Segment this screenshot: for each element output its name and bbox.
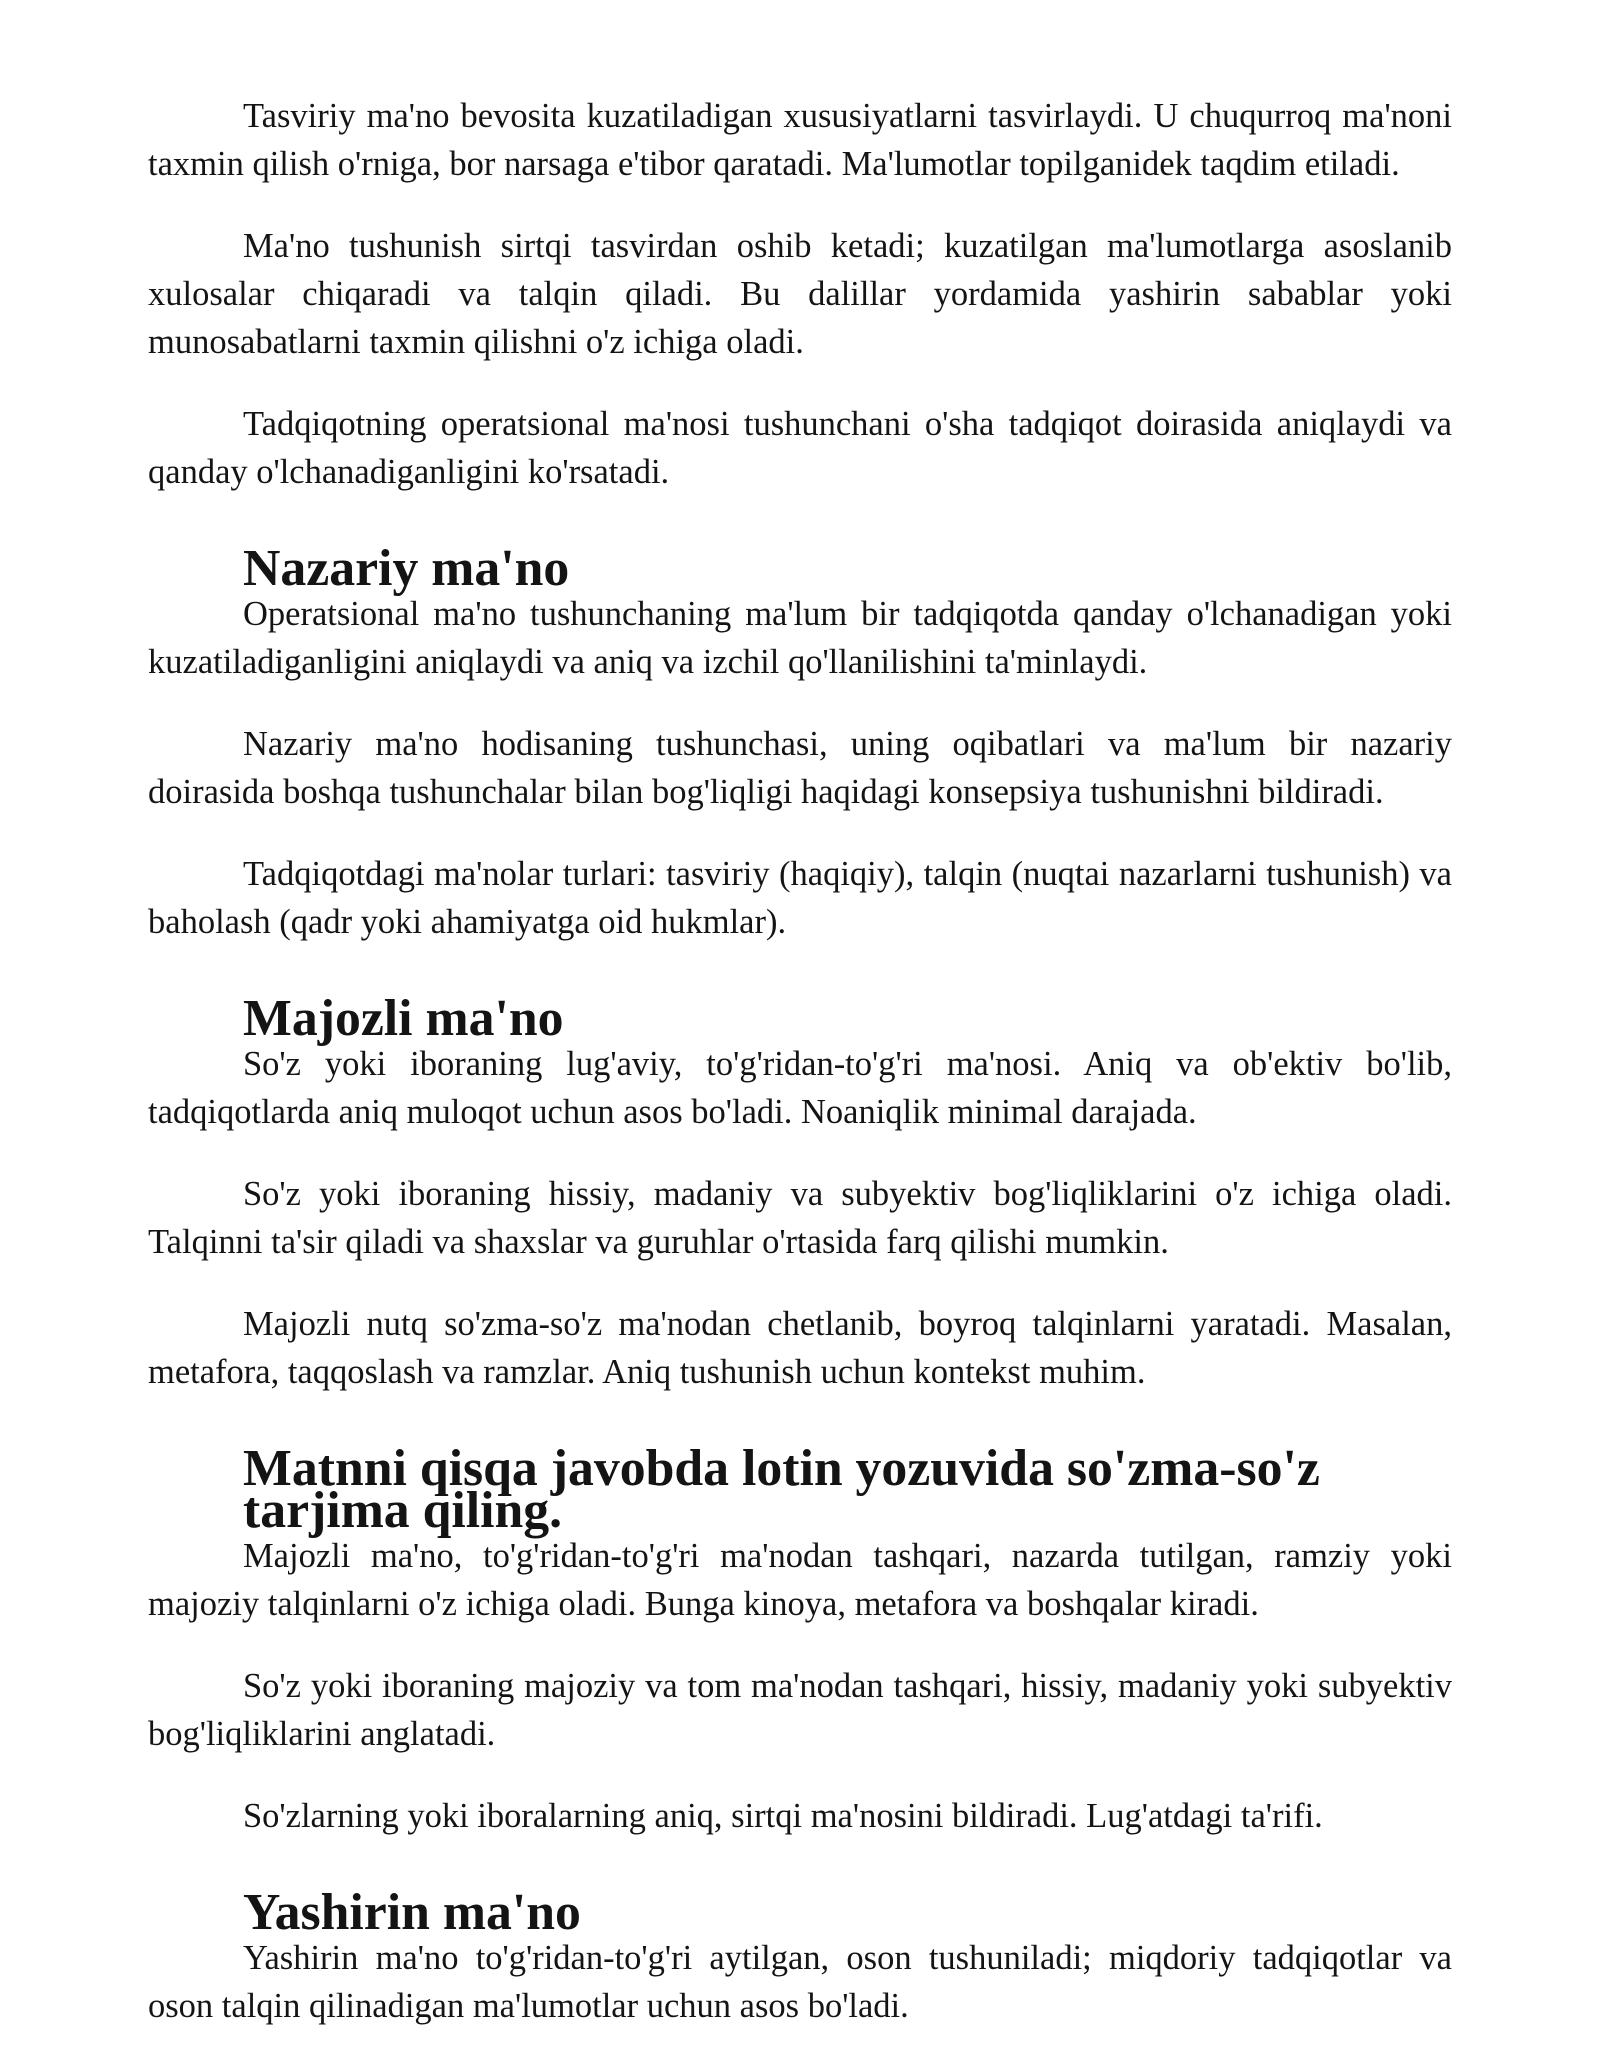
paragraph-figurative-definition: Majozli ma'no, to'g'ridan-to'g'ri ma'nodan tashqari, nazarda tutilgan, ramziy yoki majoziy talqinlarni o'z ichiga oladi. Bunga kinoya, metafora va boshqalar kiradi. bbox=[148, 1537, 1452, 1623]
document-page bbox=[148, 92, 1452, 2030]
paragraph-lexical-meaning: So'z yoki iboraning lug'aviy, to'g'ridan-to'g'ri ma'nosi. Aniq va ob'ektiv bo'lib, tadqiqotlarda aniq muloqot uchun asos bo'ladi. Noaniqlik minimal darajada. bbox=[148, 1045, 1452, 1131]
paragraph-hidden-meaning: Yashirin ma'no to'g'ridan-to'g'ri aytilgan, oson tushuniladi; miqdoriy tadqiqotlar va oson talqin qilinadigan ma'lumotlar uchun asos bo'ladi. bbox=[148, 1939, 1452, 2025]
paragraph-operational-definition: Operatsional ma'no tushunchaning ma'lum bir tadqiqotda qanday o'lchanadigan yoki kuzatiladiganligini aniqlaydi va aniq va izchil qo'llanilishini ta'minlaydi. bbox=[148, 595, 1452, 681]
heading-figurative-meaning: Majozli ma'no bbox=[243, 990, 564, 1047]
paragraph-operational-meaning: Tadqiqotning operatsional ma'nosi tushunchani o'sha tadqiqot doirasida aniqlaydi va qanday o'lchanadiganligini ko'rsatadi. bbox=[148, 405, 1452, 491]
paragraph-connotative-definition: So'z yoki iboraning majoziy va tom ma'nodan tashqari, hissiy, madaniy yoki subyektiv bog'liqliklarini anglatadi. bbox=[148, 1667, 1452, 1753]
heading-translation-instruction: Matnni qisqa javobda lotin yozuvida so'zma-so'z tarjima qiling. bbox=[243, 1440, 1320, 1539]
paragraph-connotations: So'z yoki iboraning hissiy, madaniy va subyektiv bog'liqliklarini o'z ichiga oladi. Talqinni ta'sir qiladi va shaxslar va guruhlar o'rtasida farq qilishi mumkin. bbox=[148, 1175, 1452, 1261]
paragraph-figurative-speech: Majozli nutq so'zma-so'z ma'nodan chetlanib, boyroq talqinlarni yaratadi. Masalan, metafora, taqqoslash va ramzlar. Aniq tushunish uchun kontekst muhim. bbox=[148, 1305, 1452, 1391]
heading-hidden-meaning: Yashirin ma'no bbox=[243, 1884, 581, 1941]
paragraph-descriptive-meaning: Tasviriy ma'no bevosita kuzatiladigan xususiyatlarni tasvirlaydi. U chuqurroq ma'noni taxmin qilish o'rniga, bor narsaga e'tibor qaratadi. Ma'lumotlar topilganidek taqdim etiladi. bbox=[148, 97, 1452, 183]
paragraph-meaning-types: Tadqiqotdagi ma'nolar turlari: tasviriy (haqiqiy), talqin (nuqtai nazarlarni tushunish) va baholash (qadr yoki ahamiyatga oid hukmlar). bbox=[148, 855, 1452, 941]
paragraph-theoretical-definition: Nazariy ma'no hodisaning tushunchasi, uning oqibatlari va ma'lum bir nazariy doirasida boshqa tushunchalar bilan bog'liqligi haqidagi konsepsiya tushunishni bildiradi. bbox=[148, 725, 1452, 811]
heading-theoretical-meaning: Nazariy ma'no bbox=[243, 540, 570, 597]
paragraph-understanding-meaning: Ma'no tushunish sirtqi tasvirdan oshib ketadi; kuzatilgan ma'lumotlarga asoslanib xulosalar chiqaradi va talqin qiladi. Bu dalillar yordamida yashirin sabablar yoki munosabatlarni taxmin qilishni o'z ichiga oladi. bbox=[148, 227, 1452, 361]
paragraph-denotative-definition: So'zlarning yoki iboralarning aniq, sirtqi ma'nosini bildiradi. Lug'atdagi ta'rifi. bbox=[243, 1797, 1323, 1835]
